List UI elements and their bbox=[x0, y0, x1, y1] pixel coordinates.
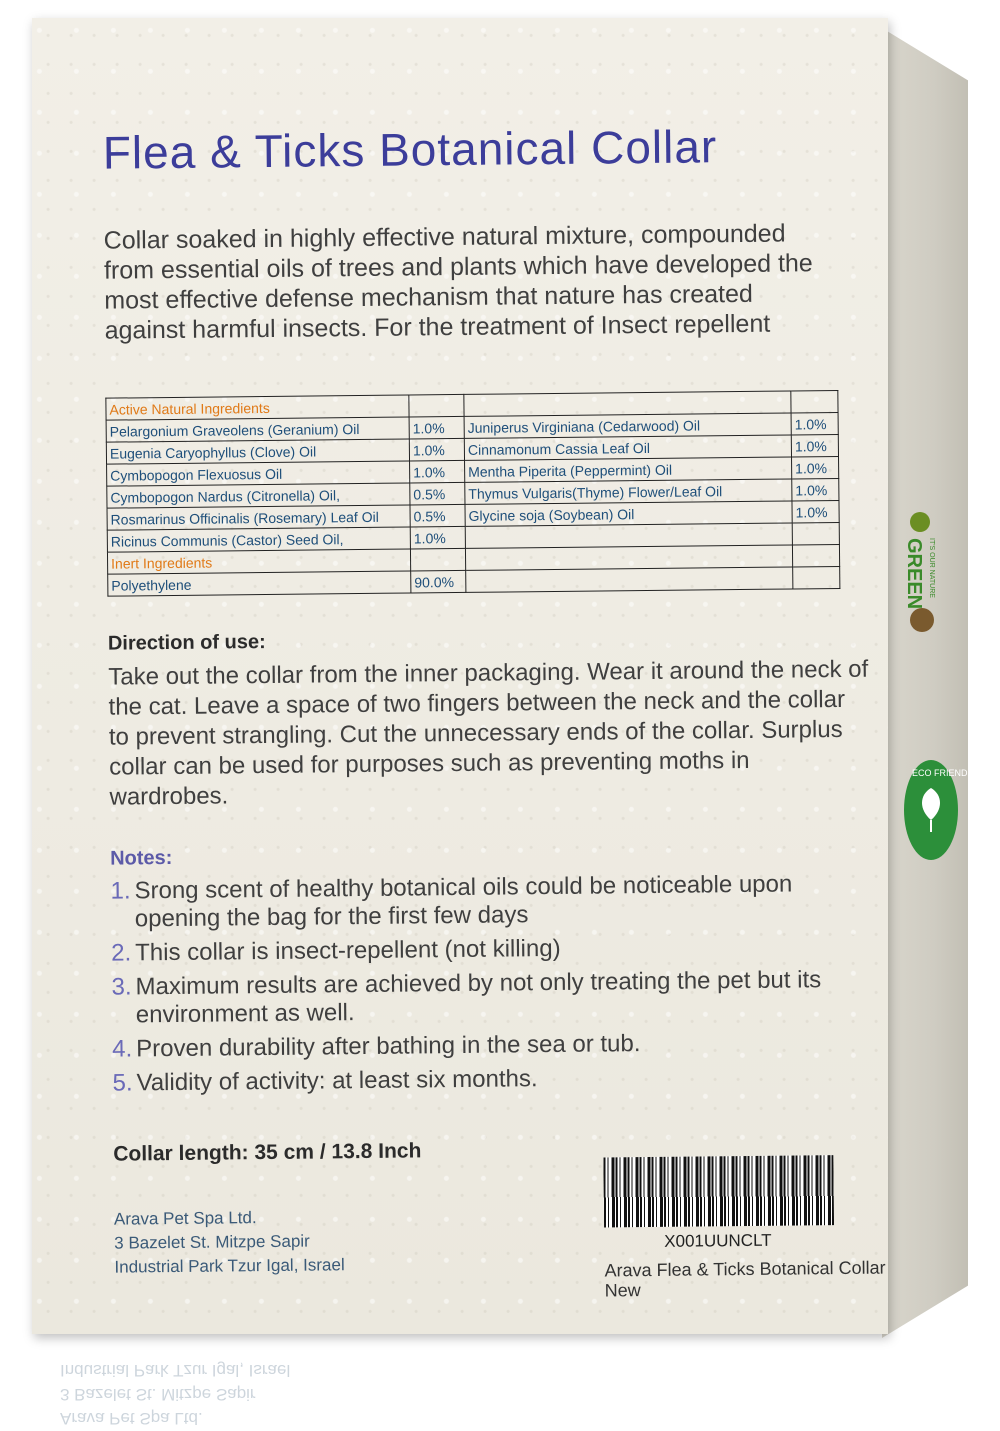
note-text: This collar is insect-repellent (not killing) bbox=[135, 934, 561, 967]
directions-text: Take out the collar from the inner packaging. Wear it around the neck of the cat. Leave a space of two fingers between the neck and the collar to prevent strangling. Cut the unnecessary ends of the collar. Surplus collar can be used for purposes such as preventing moths in wardrobes. bbox=[108, 655, 869, 811]
green-logo-tagline: IT'S OUR NATURE bbox=[928, 538, 935, 598]
list-item bbox=[111, 932, 871, 968]
ingredient-name: Glycine soja (Soybean) Oil bbox=[465, 501, 792, 526]
note-text: Proven durability after bathing in the sea or tub. bbox=[136, 1030, 641, 1063]
note-number: 5. bbox=[112, 1069, 133, 1097]
directions-title: Direction of use: bbox=[107, 631, 266, 655]
label-content bbox=[72, 70, 886, 1301]
barcode-label: Arava Flea & Ticks Botanical Collar New bbox=[604, 1257, 886, 1301]
list-item bbox=[112, 1062, 872, 1098]
ingredient-pct: 1.0% bbox=[792, 500, 839, 522]
note-text: Maximum results are achieved by not only treating the pet but its environment as well. bbox=[135, 966, 822, 1029]
leaf-icon bbox=[904, 760, 978, 860]
address-line: Industrial Park Tzur Igal, Israel bbox=[114, 1255, 345, 1277]
note-number: 3. bbox=[111, 973, 132, 1001]
notes-list bbox=[110, 870, 872, 1104]
note-number: 4. bbox=[112, 1035, 133, 1063]
ingredient-name: Cymbopogon Flexuosus Oil bbox=[107, 461, 410, 486]
ingredient-pct: 1.0% bbox=[410, 526, 465, 549]
note-text: Srong scent of healthy botanical oils could be noticeable upon opening the bag for the first few days bbox=[134, 870, 793, 933]
ingredient-pct: 1.0% bbox=[410, 460, 465, 483]
ingredient-pct: 0.5% bbox=[410, 504, 465, 527]
green-logo-text: GREEN bbox=[903, 538, 925, 610]
ingredient-name: Thymus Vulgaris(Thyme) Flower/Leaf Oil bbox=[465, 479, 792, 504]
ingredient-pct: 90.0% bbox=[411, 570, 466, 593]
box-side-panel bbox=[882, 28, 968, 1338]
ingredient-pct: 1.0% bbox=[791, 412, 838, 434]
address-reflection bbox=[60, 1330, 660, 1430]
barcode-code: X001UUNCLT bbox=[664, 1230, 772, 1251]
ingredient-name: Mentha Piperita (Peppermint) Oil bbox=[465, 457, 792, 482]
active-header: Active Natural Ingredients bbox=[106, 395, 409, 420]
notes-title: Notes: bbox=[110, 846, 173, 870]
note-text: Validity of activity: at least six months. bbox=[136, 1065, 538, 1097]
box-back-panel bbox=[32, 18, 888, 1334]
ingredient-pct: 1.0% bbox=[792, 456, 839, 478]
address-line: 3 Bazelet St. Mitzpe Sapir bbox=[114, 1231, 310, 1253]
ingredient-name: Cymbopogon Nardus (Citronella) Oil, bbox=[107, 483, 410, 508]
ingredient-pct: 1.0% bbox=[792, 478, 839, 500]
ingredient-name: Eugenia Caryophyllus (Clove) Oil bbox=[106, 439, 409, 464]
note-number: 2. bbox=[111, 939, 132, 967]
collar-length: Collar length: 35 cm / 13.8 Inch bbox=[113, 1139, 422, 1166]
ingredient-pct: 1.0% bbox=[409, 416, 464, 439]
intro-text: Collar soaked in highly effective natural mixture, compounded from essential oils of trees and plants which have developed the most effective defense mechanism that nature has created against harmful insects. For the treatment of Insect repellent bbox=[103, 219, 813, 345]
ingredient-pct: 1.0% bbox=[409, 438, 464, 461]
company-address bbox=[114, 1205, 345, 1279]
ingredient-name: Rosmarinus Officinalis (Rosemary) Leaf Oil bbox=[107, 505, 410, 530]
ingredient-pct: 0.5% bbox=[410, 482, 465, 505]
list-item bbox=[111, 966, 872, 1030]
green-logo bbox=[898, 508, 940, 638]
list-item bbox=[110, 870, 871, 934]
ingredient-name: Pelargonium Graveolens (Geranium) Oil bbox=[106, 417, 409, 442]
reflection-line: Industrial Park Tzur Igal, Israel bbox=[60, 1361, 291, 1380]
green-logo-icon bbox=[898, 508, 940, 638]
ingredient-name: Polyethylene bbox=[108, 571, 411, 596]
reflection-line: 3 Bazelet St. Mitzpe Sapir bbox=[60, 1385, 256, 1404]
eco-badge-text: ECO FRIENDLY bbox=[912, 768, 978, 778]
eco-friendly-badge bbox=[904, 760, 978, 860]
product-title: Flea & Ticks Botanical Collar bbox=[102, 120, 718, 179]
ingredient-name: Juniperus Virginiana (Cedarwood) Oil bbox=[464, 413, 791, 438]
address-line: Arava Pet Spa Ltd. bbox=[113, 1208, 257, 1229]
ingredient-pct: 1.0% bbox=[791, 434, 838, 456]
barcode bbox=[603, 1155, 834, 1227]
note-number: 1. bbox=[110, 877, 131, 905]
list-item bbox=[112, 1028, 872, 1064]
ingredient-pct bbox=[792, 522, 839, 544]
reflection-line: Arava Pet Spa Ltd. bbox=[60, 1409, 203, 1428]
ingredients-table bbox=[105, 390, 840, 597]
ingredient-name: Cinnamonum Cassia Leaf Oil bbox=[464, 435, 791, 460]
inert-header: Inert Ingredients bbox=[107, 549, 410, 574]
ingredient-name: Ricinus Communis (Castor) Seed Oil, bbox=[107, 527, 410, 552]
